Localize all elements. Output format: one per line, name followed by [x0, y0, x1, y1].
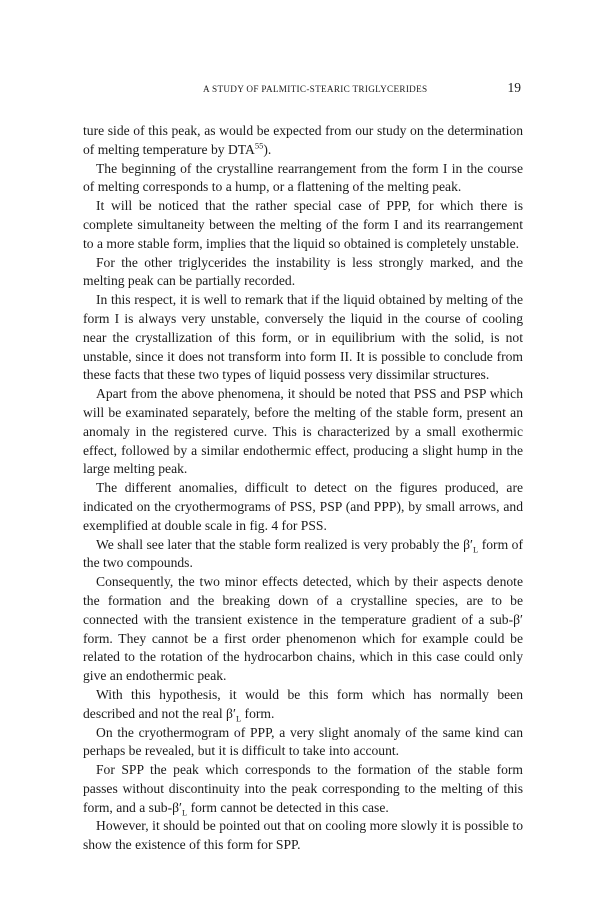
paragraph: In this respect, it is well to remark that if the liquid obtained by melting of the form I is always very unstable, conversely the liquid in the course of cooling near the crystallization of this form, or in equilibrium with the solid, is not unstable, since it does not transform into form II. It is possible to conclude from these facts that these two types of liquid possess very dissimilar structures. [83, 292, 523, 383]
subscript: L [235, 713, 242, 724]
running-head [83, 80, 523, 98]
page-number: 19 [507, 80, 521, 95]
paragraph: Apart from the above phenomena, it should be noted that PSS and PSP which will be examinated separately, before the melting of the stable form, present an anomaly in the registered curve. This is characterized by a small exothermic effect, followed by a similar endothermic effect, producing a slight hump in the large melting peak. [83, 386, 523, 477]
paragraph: The different anomalies, difficult to detect on the figures produced, are indicated on the cryothermograms of PSS, PSP (and PPP), by small arrows, and exemplified at double scale in fig. 4 for PSS. [83, 480, 523, 533]
paragraph: It will be noticed that the rather special case of PPP, for which there is complete simultaneity between the melting of the form I and its rearrangement to a more stable form, implies that the liquid so obtained is completely unstable. [83, 198, 523, 251]
reference-superscript: 55 [254, 140, 264, 151]
subscript: L [181, 807, 188, 818]
subscript: L [473, 544, 479, 555]
paragraph: For SPP the peak which corresponds to the formation of the stable form passes without discontinuity into the peak corresponding to the melting of this form, and a sub-$\beta'_L$ form cannot be detected in this case. [83, 762, 523, 818]
paragraph: However, it should be pointed out that on cooling more slowly it is possible to show the existence of this form for SPP. [83, 818, 523, 853]
paragraph: We shall see later that the stable form realized is very probably the $\beta'_L$ form of the two compounds. [83, 536, 524, 571]
paragraph: Consequently, the two minor effects detected, which by their aspects denote the formation and the breaking down of a crystalline species, are to be connected with the transient existence in the temperature gradient of a sub-β′ form. They cannot be a first order phenomenon which for example could be related to the rotation of the hydrocarbon chains, which in this case could only give an endothermic peak. [83, 574, 523, 684]
paragraph: The beginning of the crystalline rearrangement from the form I in the course of melting corresponds to a hump, or a flattening of the melting peak. [83, 160, 523, 195]
paragraph: With this hypothesis, it would be this form which has normally been described and not the real $\beta'_L$ form. [83, 686, 523, 724]
paragraph: On the cryothermogram of PPP, a very slight anomaly of the same kind can perhaps be revealed, but it is difficult to take into account. [83, 724, 523, 759]
body-text [83, 122, 523, 855]
page [83, 80, 523, 855]
running-title: A STUDY OF PALMITIC-STEARIC TRIGLYCERIDES [203, 84, 428, 94]
paragraph: For the other triglycerides the instability is less strongly marked, and the melting peak can be partially recorded. [83, 254, 523, 289]
paragraph: ture side of this peak, as would be expected from our study on the determination of melting temperature by DTA$^{55}$). [83, 123, 523, 157]
